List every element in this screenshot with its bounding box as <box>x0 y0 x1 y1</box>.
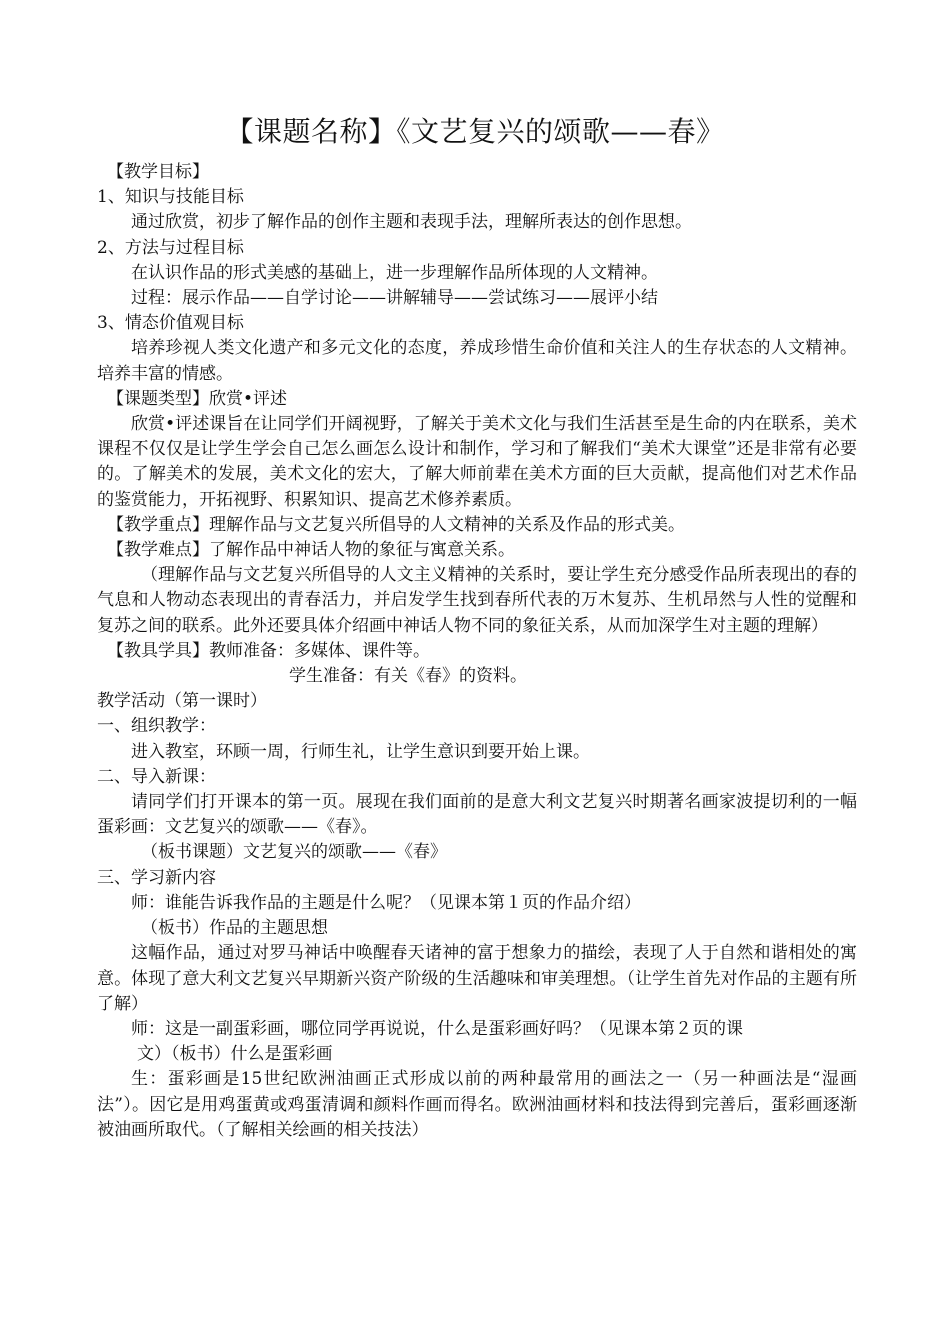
paragraph: 师：谁能告诉我作品的主题是什么呢？（见课本第１页的作品介绍） <box>131 892 641 913</box>
subheading: 3、情态价值观目标 <box>97 313 244 334</box>
section-heading-objectives: 【教学目标】 <box>107 162 209 182</box>
section-heading-materials: 【教具学具】教师准备：多媒体、课件等。 <box>107 640 430 661</box>
section-heading-type: 【课题类型】欣赏•评述 <box>107 388 288 409</box>
section-heading-key-points: 【教学重点】理解作品与文艺复兴所倡导的人文精神的关系及作品的形式美。 <box>107 514 685 535</box>
subheading: 2、方法与过程目标 <box>97 237 244 258</box>
paragraph: 过程：展示作品——自学讨论——讲解辅导——尝试练习——展评小结 <box>131 288 658 309</box>
paragraph: 通过欣赏，初步了解作品的创作主题和表现手法，理解所表达的创作思想。 <box>131 212 692 233</box>
paragraph: 欣赏•评述课旨在让同学们开阔视野，了解关于美术文化与我们生活甚至是生命的内在联系，美术课程不仅仅是让学生学会自己怎么画怎么设计和制作，学习和了解我们“美术大课堂”还是非常有必要的。了解美术的发展，美术文化的宏大，了解大师前辈在美术方面的巨大贡献，提高他们对艺术作品的鉴赏能力，开拓视野、积累知识、提高艺术修养素质。 <box>97 414 857 510</box>
paragraph: （理解作品与文艺复兴所倡导的人文主义精神的关系时，要让学生充分感受作品所表现出的春的气息和人物动态表现出的青春活力，并启发学生找到春所代表的万木复苏、生机昂然与人性的觉醒和复苏之间的联系。此外还要具体介绍画中神话人物不同的象征关系，从而加深学生对主题的理解） <box>97 565 857 636</box>
subheading: 一、组织教学： <box>97 716 216 737</box>
paragraph: 这幅作品，通过对罗马神话中唤醒春天诸神的富于想象力的描绘，表现了人于自然和谐相处的寓意。体现了意大利文艺复兴早期新兴资产阶级的生活趣味和审美理想。（让学生首先对作品的主题有所了解） <box>97 943 857 1014</box>
document-body <box>97 160 857 1143</box>
paragraph: 培养珍视人类文化遗产和多元文化的态度，养成珍惜生命价值和关注人的生存状态的人文精神。培养丰富的情感。 <box>97 338 857 384</box>
paragraph: （板书）作品的主题思想 <box>141 918 328 939</box>
subheading: 1、知识与技能目标 <box>97 187 244 208</box>
paragraph: （板书课题）文艺复兴的颂歌——《春》 <box>141 842 447 863</box>
paragraph: 请同学们打开课本的第一页。展现在我们面前的是意大利文艺复兴时期著名画家波提切利的一幅蛋彩画：文艺复兴的颂歌——《春》。 <box>97 792 857 838</box>
section-heading-difficulties: 【教学难点】了解作品中神话人物的象征与寓意关系。 <box>107 540 515 561</box>
subheading: 二、导入新课： <box>97 766 216 787</box>
paragraph: 师：这是一副蛋彩画，哪位同学再说说，什么是蛋彩画好吗？（见课本第２页的课 <box>131 1018 743 1039</box>
subheading: 三、学习新内容 <box>97 867 216 888</box>
lesson-title: 【课题名称】《文艺复兴的颂歌——春》 <box>225 115 725 148</box>
paragraph: 文）（板书）什么是蛋彩画 <box>137 1044 333 1065</box>
paragraph: 在认识作品的形式美感的基础上，进一步理解作品所体现的人文精神。 <box>131 262 658 283</box>
paragraph: 学生准备：有关《春》的资料。 <box>289 666 527 687</box>
paragraph: 进入教室，环顾一周，行师生礼，让学生意识到要开始上课。 <box>131 741 590 762</box>
section-heading-activities: 教学活动（第一课时） <box>97 691 267 712</box>
paragraph: 生：蛋彩画是15世纪欧洲油画正式形成以前的两种最常用的画法之一（另一种画法是“湿画法”）。因它是用鸡蛋黄或鸡蛋清调和颜料作画而得名。欧洲油画材料和技法得到完善后，蛋彩画逐渐被油画所取代。（了解相关绘画的相关技法） <box>97 1069 857 1140</box>
